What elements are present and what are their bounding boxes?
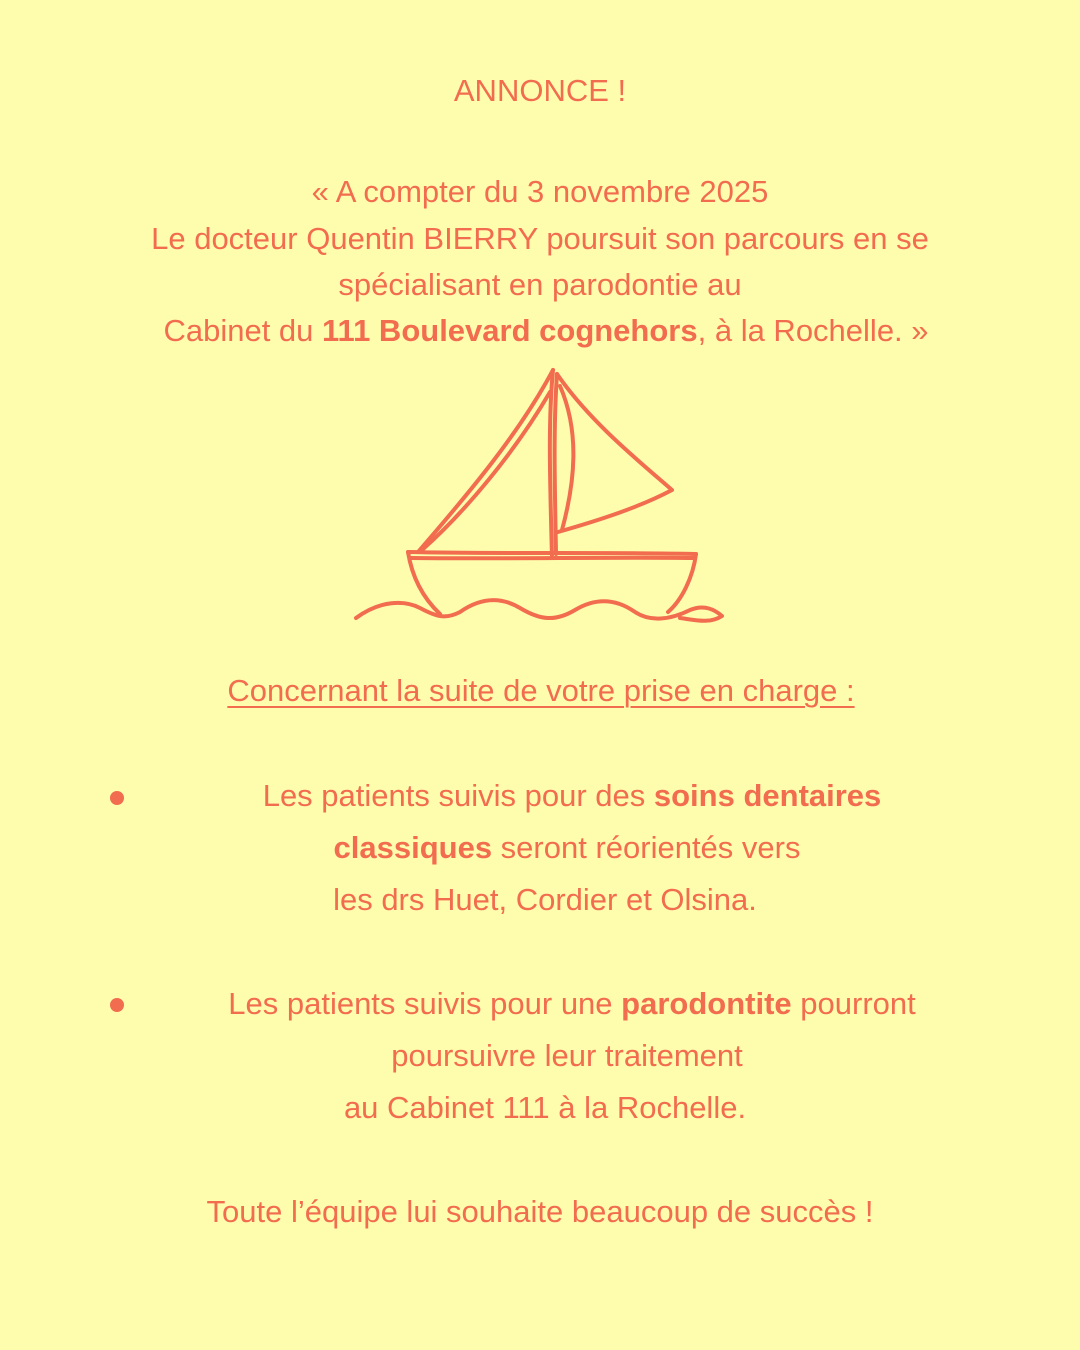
care-item-1-line-3: les drs Huet, Cordier et Olsina. [333, 882, 757, 917]
care-item-1-line-1 [32, 776, 1080, 816]
sailboat-sketch-icon [350, 362, 730, 632]
announcement-specialty-line: spécialisant en parodontie au [338, 267, 742, 302]
address-bold: 111 Boulevard cognehors [322, 313, 698, 348]
announcement-date-line: « A compter du 3 novembre 2025 [311, 174, 769, 209]
care-item-2-line-3: au Cabinet 111 à la Rochelle. [343, 1090, 747, 1125]
address-prefix: Cabinet du [163, 313, 323, 348]
care-item-2-line-2: poursuivre leur traitement [391, 1038, 743, 1073]
announcement-doctor-line: Le docteur Quentin BIERRY poursuit son parcours en se [151, 221, 929, 256]
care-item-2-line-1 [32, 984, 1080, 1024]
care-section-heading: Concernant la suite de votre prise en charge : [227, 673, 855, 708]
address-suffix: , à la Rochelle. » [697, 313, 929, 348]
care-item-1-bold: soins dentaires [653, 778, 882, 813]
care-item-1-line-2 [27, 828, 1080, 868]
care-item-1-bold-2: classiques [333, 830, 493, 865]
announcement-title: ANNONCE ! [453, 73, 627, 108]
care-item-2-text: Les patients suivis pour une [228, 986, 622, 1021]
care-item-2-bold: parodontite [621, 986, 792, 1021]
care-item-1-text: Les patients suivis pour des [262, 778, 654, 813]
care-item-2-text-post: pourront [791, 986, 916, 1021]
announcement-address-line [6, 311, 1080, 351]
care-item-1-text-2: seront réorientés vers [492, 830, 801, 865]
closing-message: Toute l’équipe lui souhaite beaucoup de succès ! [206, 1194, 874, 1229]
